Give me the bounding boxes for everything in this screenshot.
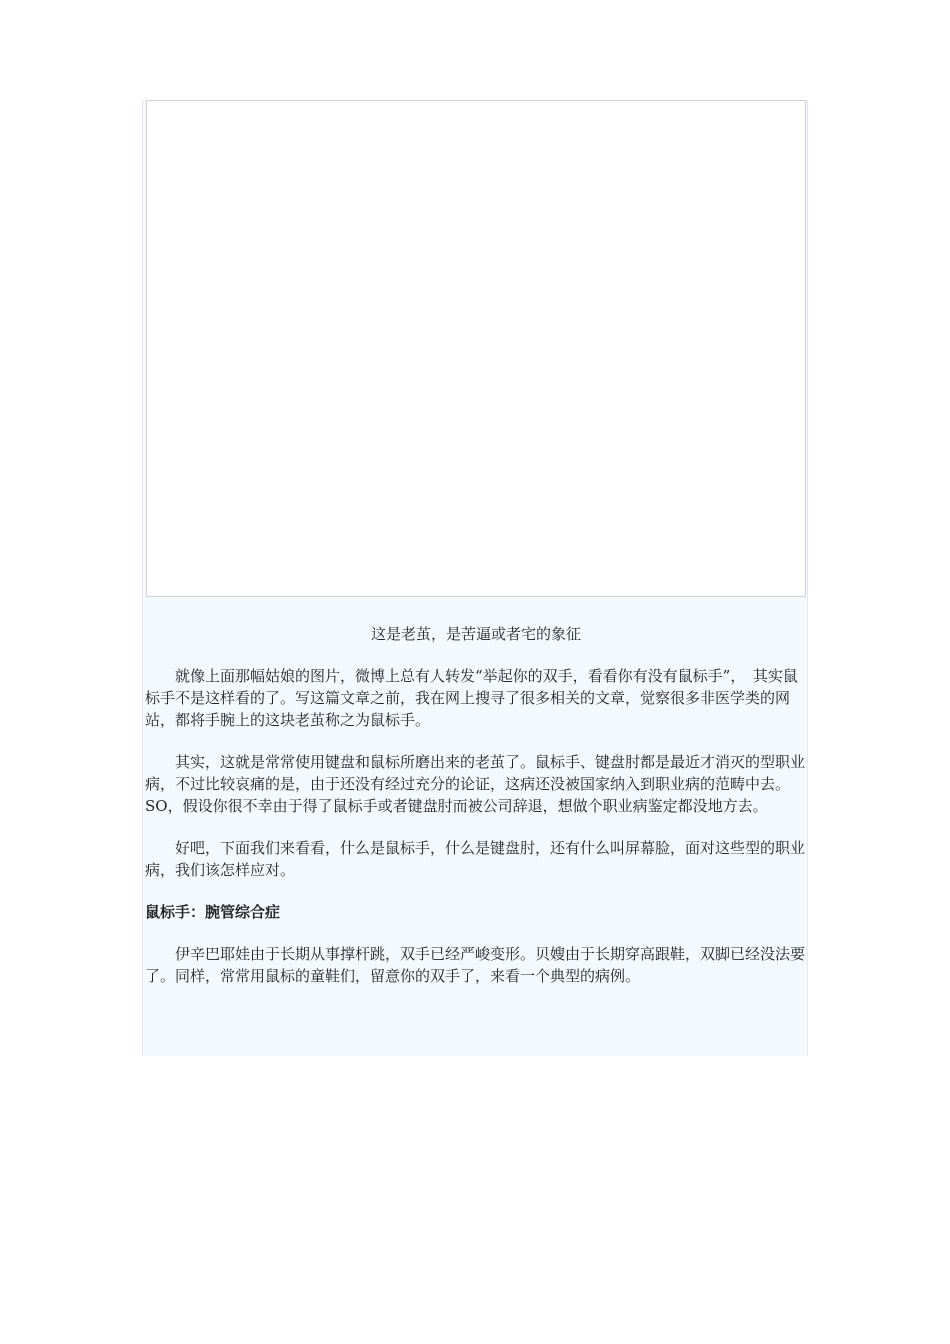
article-body (145, 623, 807, 1007)
paragraph-section: 伊辛巴耶娃由于长期从事撑杆跳，双手已经严峻变形。贝嫂由于长期穿高跟鞋，双脚已经没法要了。同样，常常用鼠标的童鞋们，留意你的双手了，来看一个典型的病例。 (145, 945, 806, 985)
article-image (146, 100, 806, 597)
article-panel (142, 100, 808, 1056)
paragraph-transition: 好吧，下面我们来看看，什么是鼠标手，什么是键盘肘，还有什么叫屏幕脸，面对这些型的职业病，我们该怎样应对。 (145, 839, 806, 879)
image-caption: 这是老茧，是苦逼或者宅的象征 (370, 625, 581, 643)
section-heading: 鼠标手：腕管综合症 (145, 903, 281, 921)
paragraph-intro: 就像上面那幅姑娘的图片，微博上总有人转发“举起你的双手，看看你有没有鼠标手”， 其实鼠标手不是这样看的了。写这篇文章之前，我在网上搜寻了很多相关的文章，觉察很多非医学类的网站，都将手腕上的这块老茧称之为鼠标手。 (145, 667, 798, 729)
paragraph-explanation: 其实，这就是常常使用键盘和鼠标所磨出来的老茧了。鼠标手、键盘肘都是最近才消灭的型职业病，不过比较哀痛的是，由于还没有经过充分的论证，这病还没被国家纳入到职业病的范畴中去。SO，假设你很不幸由于得了鼠标手或者键盘肘而被公司辞退，想做个职业病鉴定都没地方去。 (145, 753, 806, 815)
